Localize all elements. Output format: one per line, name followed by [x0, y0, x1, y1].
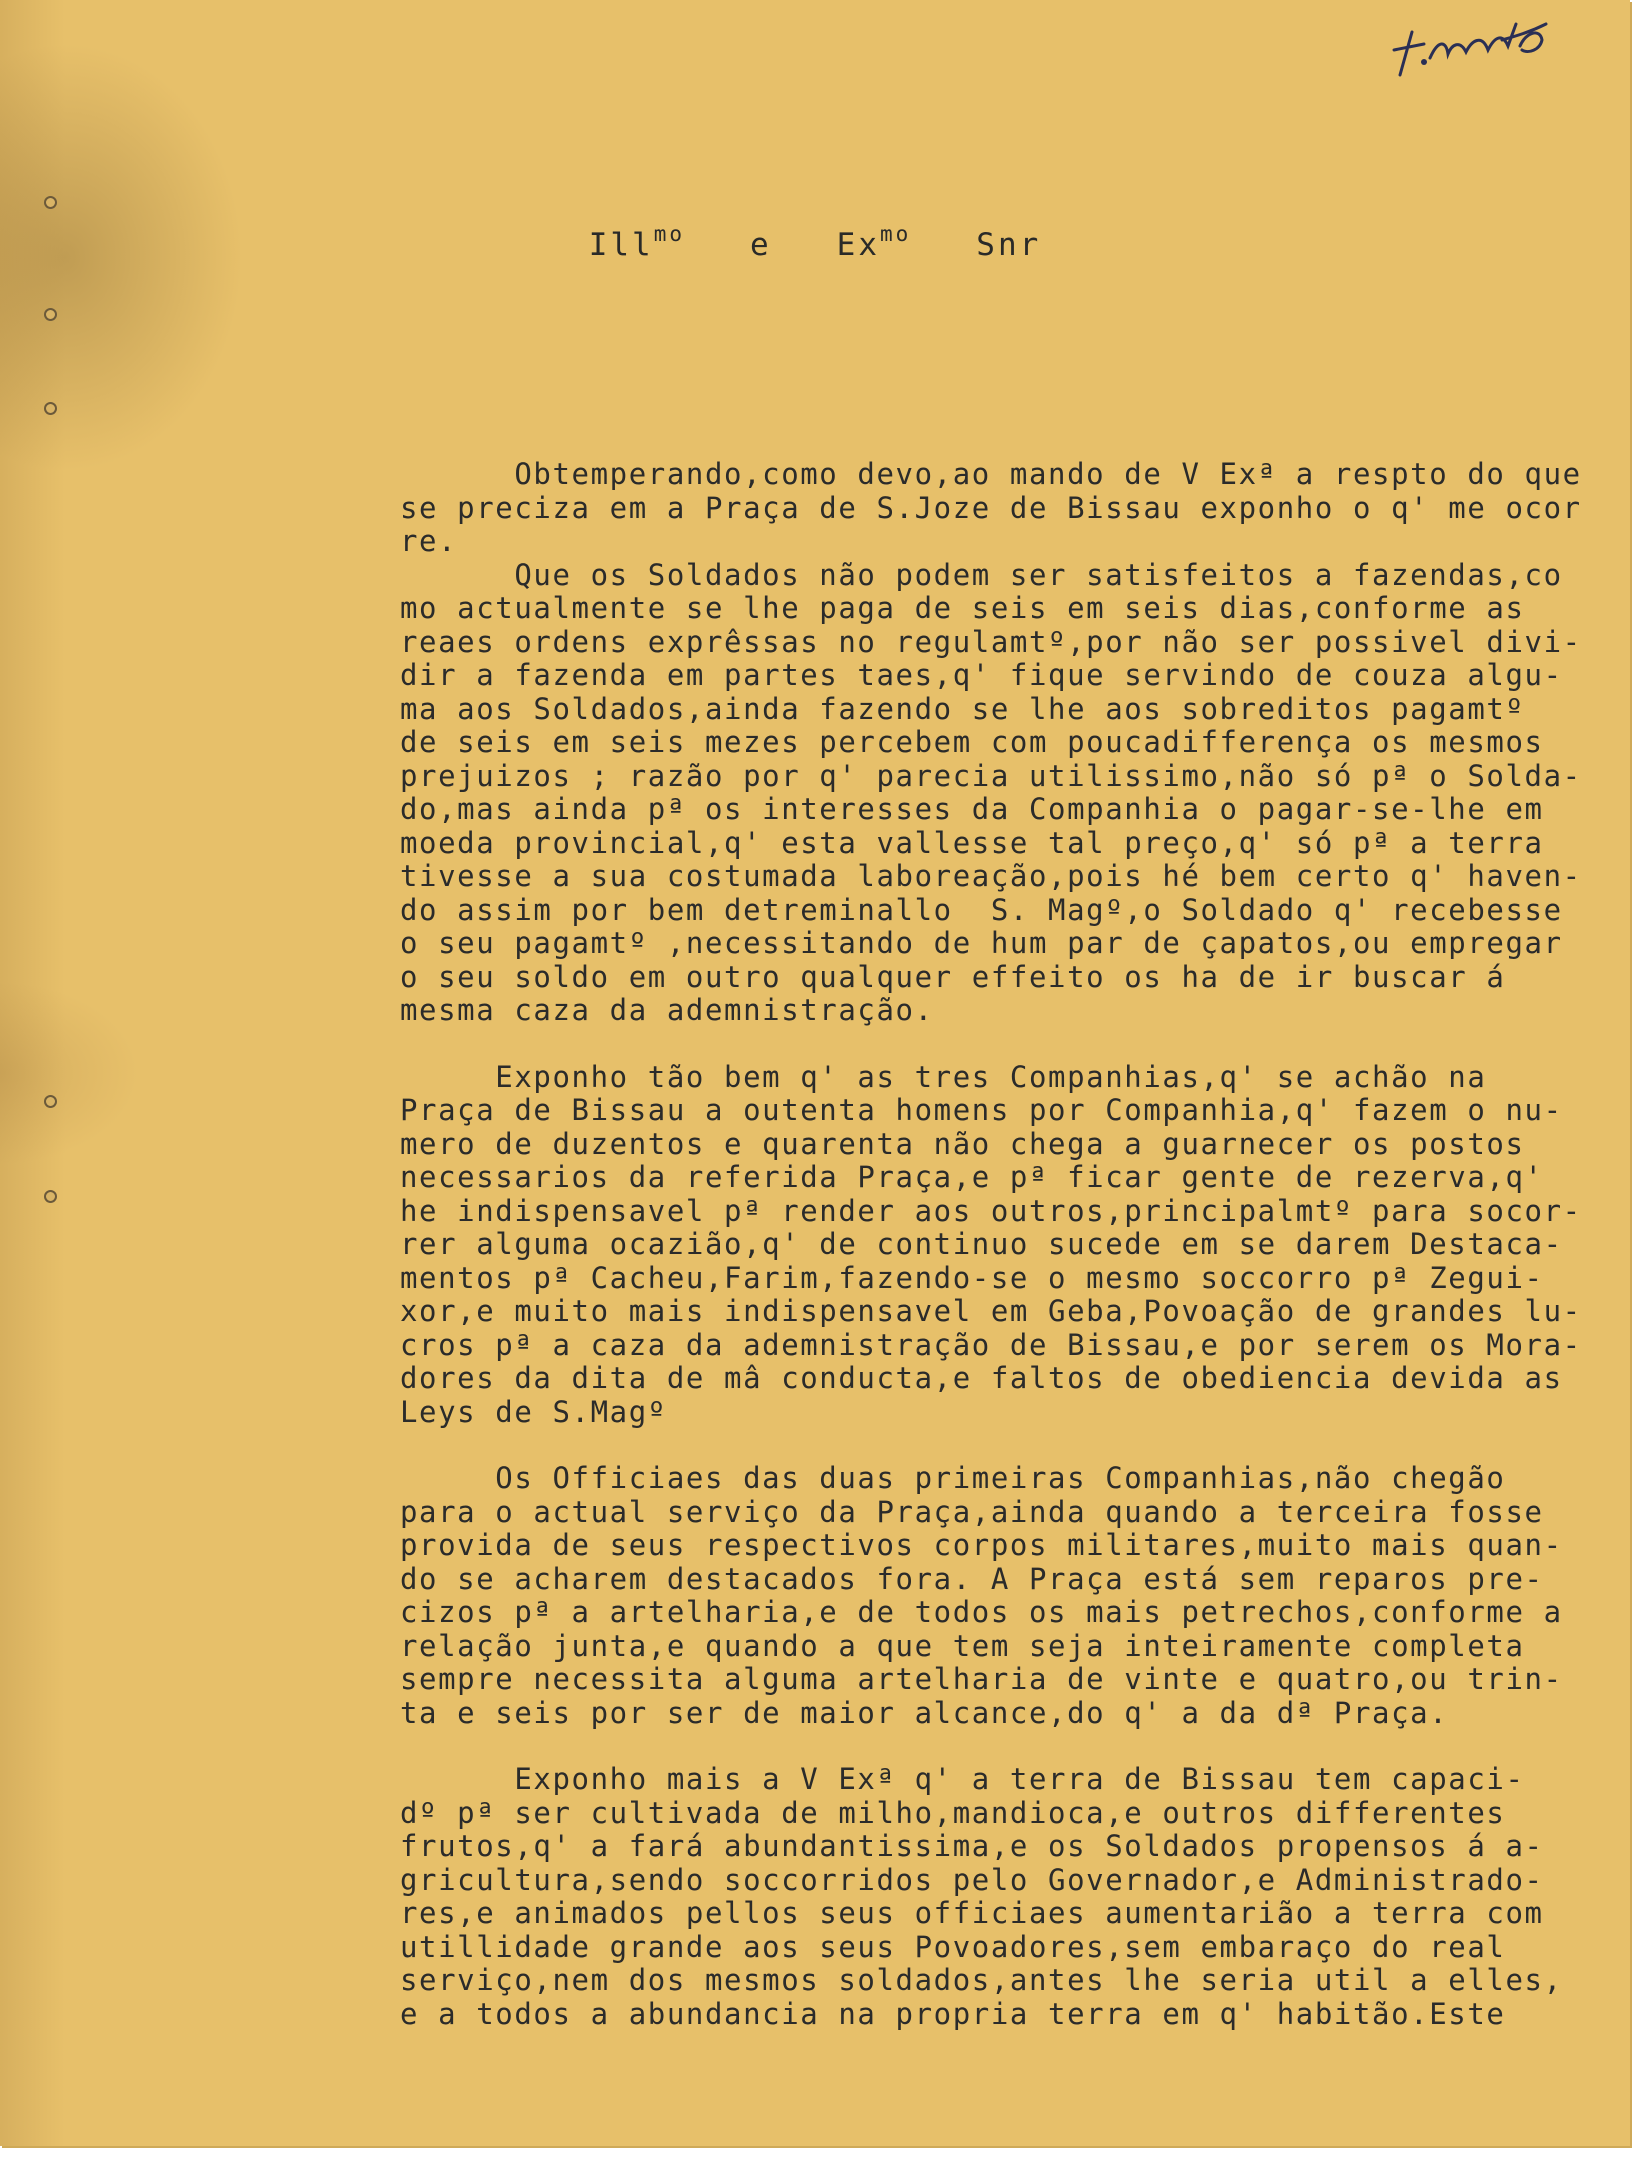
text-line: provida de seus respectivos corpos militares,muito mais quan-: [400, 1528, 1563, 1562]
text-line: ta e seis por ser de maior alcance,do q' a da dª Praça.: [400, 1695, 1449, 1730]
text-line: necessarios da referida Praça,e pª ficar gente de rezerva,q': [400, 1160, 1544, 1194]
paragraph: [400, 458, 1625, 1028]
text-line: do se acharem destacados fora. A Praça está sem reparos pre-: [400, 1561, 1544, 1596]
punch-hole-1: [44, 196, 57, 209]
text-line: dir a fazenda em partes taes,q' fique servindo de couza algu-: [400, 658, 1563, 692]
text-line: mesma caza da ademnistração.: [400, 993, 934, 1027]
text-line: he indispensavel pª render aos outros,principalmtº para socor-: [400, 1193, 1582, 1228]
text-line: do,mas ainda pª os interesses da Companhia o pagar-se-lhe em: [400, 792, 1544, 826]
text-line: utillidade grande aos seus Povoadores,sem embaraço do real: [400, 1929, 1506, 1964]
text-line: mo actualmente se lhe paga de seis em seis dias,conforme as: [400, 591, 1525, 625]
letter-body: [400, 458, 1625, 2064]
salutation: [0, 222, 1630, 263]
text-line: Exponho tão bem q' as tres Companhias,q' se achão na: [400, 1059, 1487, 1094]
text-line: ma aos Soldados,ainda fazendo se lhe aos sobreditos pagamtº: [400, 691, 1525, 726]
salutation-e: e: [750, 227, 772, 263]
text-line: moeda provincial,q' esta vallesse tal preço,q' só pª a terra: [400, 825, 1544, 860]
text-line: mero de duzentos e quarenta não chega a guarnecer os postos: [400, 1126, 1525, 1161]
text-line: Praça de Bissau a outenta homens por Companhia,q' fazem o nu-: [400, 1093, 1563, 1127]
text-line: gricultura,sendo soccorridos pelo Governador,e Administrado-: [400, 1862, 1544, 1897]
text-line: Os Officiaes das duas primeiras Companhias,não chegão: [400, 1461, 1506, 1495]
text-line: cizos pª a artelharia,e de todos os mais petrechos,conforme a: [400, 1595, 1563, 1629]
salutation-ill: Ill: [588, 227, 654, 263]
handwritten-signature: [1390, 10, 1560, 90]
text-line: tivesse a sua costumada laboreação,pois hé bem certo q' haven-: [400, 859, 1582, 893]
text-line: serviço,nem dos mesmos soldados,antes lhe seria util a elles,: [400, 1963, 1563, 1997]
punch-hole-5: [44, 1190, 57, 1203]
text-line: sempre necessita alguma artelharia de vinte e quatro,ou trin-: [400, 1662, 1563, 1696]
text-line: o seu soldo em outro qualquer effeito os ha de ir buscar á: [400, 959, 1506, 994]
salutation-sup-2: mo: [880, 222, 912, 246]
text-line: o seu pagamtº ,necessitando de hum par de çapatos,ou empregar: [400, 926, 1563, 960]
paragraph: [400, 1462, 1625, 1730]
text-line: se preciza em a Praça de S.Joze de Bissau exponho o q' me ocor: [400, 490, 1582, 525]
paragraph: [400, 1763, 1625, 2031]
text-line: xor,e muito mais indispensavel em Geba,Povoação de grandes lu-: [400, 1294, 1582, 1328]
punch-hole-3: [44, 402, 57, 415]
text-line: de seis em seis mezes percebem com poucadifferença os mesmos: [400, 725, 1544, 759]
text-line: do assim por bem detreminallo S. Magº,o Soldado q' recebesse: [400, 892, 1563, 927]
text-line: Leys de S.Magº: [400, 1394, 667, 1429]
text-line: mentos pª Cacheu,Farim,fazendo-se o mesmo soccorro pª Zegui-: [400, 1260, 1544, 1295]
text-line: frutos,q' a fará abundantissima,e os Soldados propensos á a-: [400, 1829, 1544, 1863]
text-line: relação junta,e quando a que tem seja inteiramente completa: [400, 1628, 1525, 1663]
text-line: res,e animados pellos seus officiaes aumentarião a terra com: [400, 1896, 1544, 1930]
punch-hole-4: [44, 1095, 57, 1108]
text-line: dores da dita de mâ conducta,e faltos de obediencia devida as: [400, 1361, 1563, 1395]
text-line: Que os Soldados não podem ser satisfeitos a fazendas,co: [400, 557, 1563, 592]
text-line: rer alguma ocazião,q' de continuo sucede em se darem Destaca-: [400, 1227, 1563, 1261]
salutation-snr: Snr: [976, 227, 1042, 263]
paragraph: [400, 1061, 1625, 1430]
salutation-ex: Ex: [836, 227, 880, 263]
punch-hole-2: [44, 308, 57, 321]
text-line: Obtemperando,como devo,ao mando de V Exª a respto do que: [400, 457, 1582, 491]
salutation-sup-1: mo: [653, 222, 685, 246]
text-line: reaes ordens exprêssas no regulamtº,por não ser possivel divi-: [400, 624, 1582, 659]
text-line: prejuizos ; razão por q' parecia utilissimo,não só pª o Solda-: [400, 758, 1582, 793]
text-line: para o actual serviço da Praça,ainda quando a terceira fosse: [400, 1494, 1544, 1529]
text-line: e a todos a abundancia na propria terra em q' habitão.Este: [400, 1996, 1506, 2031]
text-line: cros pª a caza da ademnistração de Bissau,e por serem os Mora-: [400, 1327, 1582, 1362]
text-line: dº pª ser cultivada de milho,mandioca,e outros differentes: [400, 1795, 1506, 1830]
text-line: Exponho mais a V Exª q' a terra de Bissau tem capaci-: [400, 1762, 1525, 1796]
text-line: re.: [400, 524, 458, 558]
